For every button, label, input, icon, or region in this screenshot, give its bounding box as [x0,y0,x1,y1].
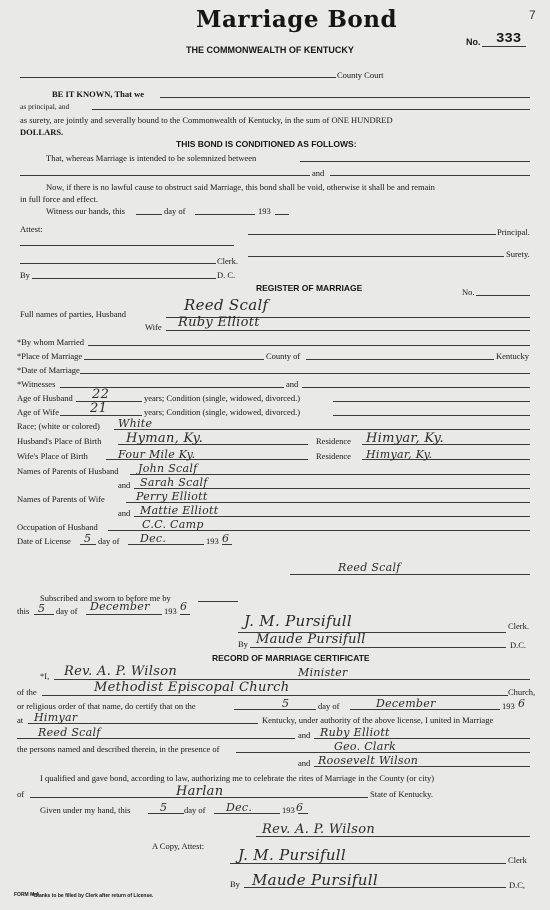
kentucky-label: Kentucky [496,351,530,361]
hw-given-month: Dec. [226,801,253,814]
parents-wife-and: and [118,508,131,518]
hw-deputy-signature: Maude Pursifull [256,632,366,647]
hw-copy-clerk-signature: J. M. Pursifull [238,846,347,864]
dc-label: D. C. [217,270,236,280]
bond-number-label: No. [466,37,481,47]
hw-cert-day: 5 [282,697,290,710]
rec-year-label: 193 [502,701,515,711]
hw-husband-birth: Hyman, Ky. [126,431,204,446]
hw-wife-residence: Himyar, Ky. [366,448,433,461]
hw-cert-month: December [376,697,436,710]
hw-sworn-month: December [90,600,150,613]
this-day-year: 193 [164,606,177,616]
husband-residence-label: Residence [316,436,351,446]
hw-county-qualified: Harlan [176,784,224,799]
race-label: Race; (white or colored) [17,421,100,431]
hw-wife-birth: Four Mile Ky. [118,448,196,461]
form-number: FORM M-4 [14,892,39,898]
subscribed-text: Subscribed and sworn to before me by [40,593,171,603]
date-license-year: 193 [206,536,219,546]
witnesses-label: *Witnesses [17,379,56,389]
hw-minister-name: Rev. A. P. Wilson [64,664,177,679]
by-whom-label: *By whom Married [17,337,85,347]
whereas-text: That, whereas Marriage is intended to be solemnized between [46,153,257,163]
hw-sworn-day: 5 [38,602,46,615]
hw-given-day: 5 [160,801,168,814]
full-force-text: in full force and effect. [20,194,98,204]
hw-clerk-signature: J. M. Pursifull [244,612,353,630]
hw-given-year: 6 [296,801,304,814]
hw-church-name: Methodist Episcopal Church [94,680,290,695]
surety-label: Surety. [506,249,530,259]
register-heading: REGISTER OF MARRIAGE [256,283,363,293]
hw-age-husband: 22 [92,387,110,402]
and-label: and [312,168,325,178]
hw-sworn-year: 6 [180,600,188,613]
hw-wife-name: Ruby Elliott [178,315,260,330]
date-license-day: day of [98,536,120,546]
document-title: Marriage Bond [196,6,398,33]
attest-label: Attest: [20,224,43,234]
hw-cert-year: 6 [518,697,526,710]
hw-witness1: Geo. Clark [334,740,397,753]
of-label: of [17,789,25,799]
footnote: *Blanks to be filled by Clerk after return of License. [32,893,154,899]
sworn-by-label: By [238,639,248,649]
copy-dc-label: D.C, [509,880,526,890]
church-label: Church, [508,687,536,697]
witness-hands-year: 193 [258,206,271,216]
clerk-label: Clerk. [217,256,239,266]
qualified-text: I qualified and gave bond, according to law, authorizing me to celebrate the rites of Marriage in the County (or city) [40,773,435,783]
dollars-text: DOLLARS. [20,127,64,137]
this-day-prefix: this [17,606,30,616]
parents-husband-label: Names of Parents of Husband [17,466,119,476]
parents-husband-and: and [118,480,131,490]
age-husband-label: Age of Husband [17,393,73,403]
rec-and2-label: and [298,758,311,768]
age-wife-condition: years; Condition (single, widowed, divorced.) [144,407,301,417]
document-subtitle: THE COMMONWEALTH OF KENTUCKY [186,45,354,55]
witness-hands-day: day of [164,206,186,216]
hw-license-day: 5 [84,532,92,545]
persons-named-text: the persons named and described therein, in the presence of [17,744,220,754]
hw-minister-title: Minister [298,666,348,679]
wife-residence-label: Residence [316,451,351,461]
hw-father-wife: Perry Elliott [136,490,208,503]
hw-copy-deputy-signature: Maude Pursifull [252,871,378,889]
by-label: By [20,270,30,280]
wife-birth-label: Wife's Place of Birth [17,451,88,461]
given-year: 193 [282,805,295,815]
rec-star-label: *I, [40,671,50,681]
hw-mother-husband: Sarah Scalf [140,476,208,489]
state-ky-label: State of Kentucky. [370,789,433,799]
hw-groom-signature: Reed Scalf [338,561,401,574]
given-prefix: Given under my hand, this [40,805,131,815]
hw-license-month: Dec. [140,532,167,545]
copy-attest-label: A Copy, Attest: [152,841,205,851]
hw-license-year: 6 [222,532,230,545]
husband-birth-label: Husband's Place of Birth [17,436,102,446]
register-no-label: No. [462,287,475,297]
date-license-prefix: Date of License [17,536,71,546]
at-label: at [17,715,24,725]
hw-cert-groom: Reed Scalf [38,726,101,739]
place-of-marriage-label: *Place of Marriage [17,351,83,361]
of-the-label: of the [17,687,37,697]
hw-father-husband: John Scalf [138,462,198,475]
given-day: day of [184,805,206,815]
religious-order-text: or religious order of that name, do certify that on the [17,701,196,711]
corner-number: 7 [529,8,536,22]
county-of-label: County of [266,351,301,361]
parents-wife-label: Names of Parents of Wife [17,494,105,504]
witnesses-and-label: and [286,379,299,389]
date-of-marriage-label: *Date of Marriage [17,365,80,375]
this-day-day: day of [56,606,78,616]
hw-husband-name: Reed Scalf [184,296,269,314]
copy-by-label: By [230,879,240,889]
rec-and-label: and [298,730,311,740]
county-court-label: County Court [337,70,384,80]
bond-number: 333 [496,31,522,47]
as-principal-text: as principal, and [20,102,70,111]
age-husband-condition: years; Condition (single, widowed, divorced.) [144,393,301,403]
copy-clerk-label: Clerk [508,855,527,865]
hw-occupation: C.C. Camp [142,518,204,531]
surety-text: as surety, are jointly and severally bound to the Commonwealth of Kentucky, in the sum of ONE HUNDRED [20,115,393,125]
wife-label: Wife [145,322,162,332]
hw-husband-residence: Himyar, Ky. [366,431,444,446]
witness-hands-prefix: Witness our hands, this [46,206,125,216]
hw-witness2: Roosevelt Wilson [318,754,419,767]
sworn-clerk-label: Clerk. [508,621,530,631]
full-names-label: Full names of parties, Husband [20,309,126,319]
sworn-dc-label: D.C. [510,640,527,650]
now-if-text: Now, if there is no lawful cause to obstruct said Marriage, this bond shall be void, otherwise it shall be and remain [46,182,435,192]
kentucky-authority-text: Kentucky, under authority of the above license, I united in Marriage [262,715,494,725]
conditioned-heading: THIS BOND IS CONDITIONED AS FOLLOWS: [176,139,357,149]
rec-day-of-label: day of [318,701,340,711]
be-it-known-text: BE IT KNOWN, That we [52,89,145,99]
hw-minister-signature: Rev. A. P. Wilson [262,822,375,837]
occupation-label: Occupation of Husband [17,522,98,532]
principal-label: Principal. [497,227,530,237]
record-heading: RECORD OF MARRIAGE CERTIFICATE [212,653,370,663]
hw-mother-wife: Mattie Elliott [140,504,219,517]
hw-race: White [118,417,153,430]
hw-at-place: Himyar [34,711,78,724]
age-wife-label: Age of Wife [17,407,59,417]
hw-cert-bride: Ruby Elliott [320,726,390,739]
hw-age-wife: 21 [90,401,108,416]
